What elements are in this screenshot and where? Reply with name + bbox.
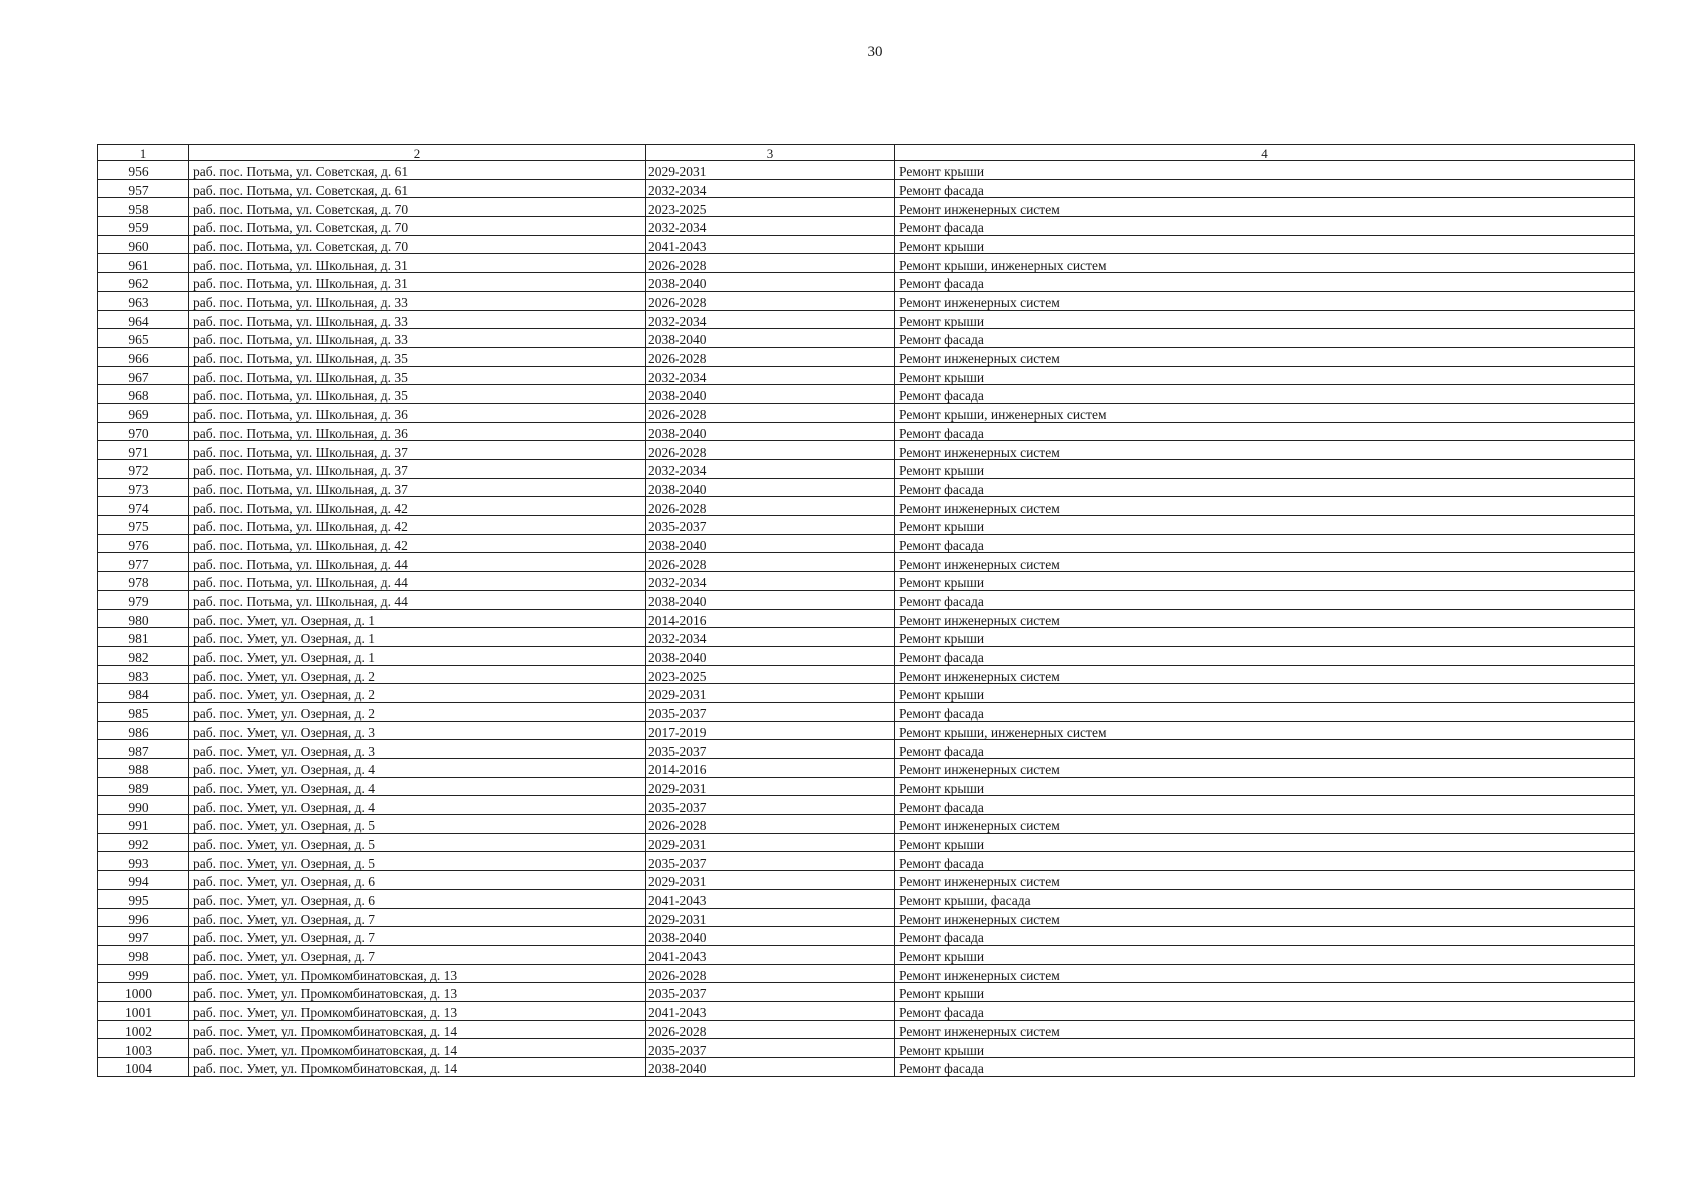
work-type-cell: Ремонт фасада xyxy=(895,1001,1635,1020)
table-row xyxy=(98,852,1635,871)
address-cell: раб. пос. Потьма, ул. Школьная, д. 31 xyxy=(189,254,646,273)
work-type-cell: Ремонт крыши xyxy=(895,161,1635,180)
address-cell: раб. пос. Умет, ул. Промкомбинатовская, д. 13 xyxy=(189,983,646,1002)
table-body xyxy=(98,161,1635,1077)
repair-schedule-table xyxy=(97,144,1635,1077)
work-type-cell: Ремонт фасада xyxy=(895,646,1635,665)
table-row xyxy=(98,329,1635,348)
table-row xyxy=(98,815,1635,834)
address-cell: раб. пос. Потьма, ул. Школьная, д. 31 xyxy=(189,273,646,292)
row-number: 988 xyxy=(98,759,189,778)
period-cell: 2035-2037 xyxy=(646,983,895,1002)
address-cell: раб. пос. Потьма, ул. Советская, д. 70 xyxy=(189,198,646,217)
period-cell: 2029-2031 xyxy=(646,833,895,852)
work-type-cell: Ремонт фасада xyxy=(895,179,1635,198)
address-cell: раб. пос. Потьма, ул. Школьная, д. 36 xyxy=(189,403,646,422)
table-row xyxy=(98,385,1635,404)
work-type-cell: Ремонт инженерных систем xyxy=(895,759,1635,778)
table-row xyxy=(98,478,1635,497)
period-cell: 2032-2034 xyxy=(646,572,895,591)
row-number: 958 xyxy=(98,198,189,217)
table-row xyxy=(98,347,1635,366)
work-type-cell: Ремонт крыши xyxy=(895,945,1635,964)
period-cell: 2038-2040 xyxy=(646,329,895,348)
work-type-cell: Ремонт фасада xyxy=(895,796,1635,815)
period-cell: 2035-2037 xyxy=(646,740,895,759)
work-type-cell: Ремонт фасада xyxy=(895,534,1635,553)
table-row xyxy=(98,460,1635,479)
row-number: 985 xyxy=(98,702,189,721)
row-number: 965 xyxy=(98,329,189,348)
work-type-cell: Ремонт крыши, фасада xyxy=(895,889,1635,908)
period-cell: 2026-2028 xyxy=(646,964,895,983)
address-cell: раб. пос. Умет, ул. Озерная, д. 1 xyxy=(189,646,646,665)
row-number: 957 xyxy=(98,179,189,198)
table-row xyxy=(98,740,1635,759)
row-number: 983 xyxy=(98,665,189,684)
table-row xyxy=(98,497,1635,516)
table-row xyxy=(98,777,1635,796)
table-row xyxy=(98,1039,1635,1058)
address-cell: раб. пос. Умет, ул. Промкомбинатовская, д. 13 xyxy=(189,964,646,983)
period-cell: 2038-2040 xyxy=(646,1058,895,1077)
period-cell: 2032-2034 xyxy=(646,460,895,479)
work-type-cell: Ремонт инженерных систем xyxy=(895,908,1635,927)
address-cell: раб. пос. Умет, ул. Озерная, д. 7 xyxy=(189,927,646,946)
work-type-cell: Ремонт крыши xyxy=(895,833,1635,852)
period-cell: 2035-2037 xyxy=(646,702,895,721)
period-cell: 2032-2034 xyxy=(646,310,895,329)
row-number: 956 xyxy=(98,161,189,180)
row-number: 964 xyxy=(98,310,189,329)
row-number: 977 xyxy=(98,553,189,572)
table-row xyxy=(98,646,1635,665)
table-row xyxy=(98,796,1635,815)
table-row xyxy=(98,628,1635,647)
address-cell: раб. пос. Умет, ул. Озерная, д. 5 xyxy=(189,852,646,871)
table-row xyxy=(98,590,1635,609)
table-row xyxy=(98,908,1635,927)
work-type-cell: Ремонт инженерных систем xyxy=(895,964,1635,983)
table-row xyxy=(98,964,1635,983)
address-cell: раб. пос. Потьма, ул. Школьная, д. 44 xyxy=(189,590,646,609)
row-number: 967 xyxy=(98,366,189,385)
address-cell: раб. пос. Умет, ул. Промкомбинатовская, д. 14 xyxy=(189,1039,646,1058)
work-type-cell: Ремонт инженерных систем xyxy=(895,347,1635,366)
table-row xyxy=(98,534,1635,553)
period-cell: 2023-2025 xyxy=(646,665,895,684)
row-number: 981 xyxy=(98,628,189,647)
row-number: 968 xyxy=(98,385,189,404)
period-cell: 2041-2043 xyxy=(646,235,895,254)
work-type-cell: Ремонт фасада xyxy=(895,1058,1635,1077)
row-number: 972 xyxy=(98,460,189,479)
table-row xyxy=(98,235,1635,254)
work-type-cell: Ремонт крыши xyxy=(895,460,1635,479)
address-cell: раб. пос. Умет, ул. Промкомбинатовская, д. 14 xyxy=(189,1020,646,1039)
address-cell: раб. пос. Потьма, ул. Школьная, д. 44 xyxy=(189,553,646,572)
table-row xyxy=(98,871,1635,890)
period-cell: 2026-2028 xyxy=(646,1020,895,1039)
period-cell: 2014-2016 xyxy=(646,759,895,778)
address-cell: раб. пос. Умет, ул. Промкомбинатовская, д. 14 xyxy=(189,1058,646,1077)
row-number: 982 xyxy=(98,646,189,665)
work-type-cell: Ремонт инженерных систем xyxy=(895,609,1635,628)
table-row xyxy=(98,759,1635,778)
row-number: 989 xyxy=(98,777,189,796)
work-type-cell: Ремонт инженерных систем xyxy=(895,198,1635,217)
period-cell: 2035-2037 xyxy=(646,516,895,535)
work-type-cell: Ремонт фасада xyxy=(895,852,1635,871)
row-number: 987 xyxy=(98,740,189,759)
period-cell: 2029-2031 xyxy=(646,908,895,927)
row-number: 962 xyxy=(98,273,189,292)
row-number: 980 xyxy=(98,609,189,628)
table-row xyxy=(98,702,1635,721)
row-number: 997 xyxy=(98,927,189,946)
work-type-cell: Ремонт крыши xyxy=(895,366,1635,385)
period-cell: 2038-2040 xyxy=(646,646,895,665)
work-type-cell: Ремонт крыши xyxy=(895,1039,1635,1058)
period-cell: 2032-2034 xyxy=(646,366,895,385)
row-number: 1003 xyxy=(98,1039,189,1058)
address-cell: раб. пос. Потьма, ул. Школьная, д. 35 xyxy=(189,385,646,404)
row-number: 966 xyxy=(98,347,189,366)
table-row xyxy=(98,366,1635,385)
work-type-cell: Ремонт крыши xyxy=(895,235,1635,254)
address-cell: раб. пос. Потьма, ул. Школьная, д. 33 xyxy=(189,329,646,348)
row-number: 992 xyxy=(98,833,189,852)
table-row xyxy=(98,516,1635,535)
table-row xyxy=(98,403,1635,422)
address-cell: раб. пос. Потьма, ул. Школьная, д. 37 xyxy=(189,441,646,460)
table-header xyxy=(98,145,1635,161)
work-type-cell: Ремонт фасада xyxy=(895,927,1635,946)
work-type-cell: Ремонт крыши xyxy=(895,983,1635,1002)
period-cell: 2026-2028 xyxy=(646,403,895,422)
header-col-3: 3 xyxy=(646,145,895,161)
address-cell: раб. пос. Потьма, ул. Школьная, д. 35 xyxy=(189,366,646,385)
row-number: 1002 xyxy=(98,1020,189,1039)
address-cell: раб. пос. Потьма, ул. Советская, д. 61 xyxy=(189,179,646,198)
work-type-cell: Ремонт инженерных систем xyxy=(895,441,1635,460)
table-row xyxy=(98,889,1635,908)
row-number: 999 xyxy=(98,964,189,983)
period-cell: 2041-2043 xyxy=(646,1001,895,1020)
header-row xyxy=(98,145,1635,161)
work-type-cell: Ремонт фасада xyxy=(895,478,1635,497)
row-number: 976 xyxy=(98,534,189,553)
period-cell: 2026-2028 xyxy=(646,254,895,273)
work-type-cell: Ремонт инженерных систем xyxy=(895,291,1635,310)
table-row xyxy=(98,254,1635,273)
period-cell: 2035-2037 xyxy=(646,796,895,815)
work-type-cell: Ремонт фасада xyxy=(895,702,1635,721)
period-cell: 2038-2040 xyxy=(646,422,895,441)
table-row xyxy=(98,553,1635,572)
work-type-cell: Ремонт крыши xyxy=(895,628,1635,647)
period-cell: 2026-2028 xyxy=(646,553,895,572)
row-number: 973 xyxy=(98,478,189,497)
table-row xyxy=(98,179,1635,198)
row-number: 1000 xyxy=(98,983,189,1002)
row-number: 1001 xyxy=(98,1001,189,1020)
period-cell: 2026-2028 xyxy=(646,815,895,834)
period-cell: 2029-2031 xyxy=(646,777,895,796)
period-cell: 2017-2019 xyxy=(646,721,895,740)
work-type-cell: Ремонт инженерных систем xyxy=(895,871,1635,890)
period-cell: 2029-2031 xyxy=(646,871,895,890)
work-type-cell: Ремонт крыши xyxy=(895,777,1635,796)
period-cell: 2035-2037 xyxy=(646,852,895,871)
row-number: 963 xyxy=(98,291,189,310)
row-number: 975 xyxy=(98,516,189,535)
address-cell: раб. пос. Умет, ул. Озерная, д. 3 xyxy=(189,740,646,759)
work-type-cell: Ремонт крыши xyxy=(895,310,1635,329)
address-cell: раб. пос. Умет, ул. Озерная, д. 7 xyxy=(189,908,646,927)
address-cell: раб. пос. Потьма, ул. Школьная, д. 33 xyxy=(189,291,646,310)
row-number: 986 xyxy=(98,721,189,740)
address-cell: раб. пос. Потьма, ул. Школьная, д. 37 xyxy=(189,460,646,479)
address-cell: раб. пос. Потьма, ул. Школьная, д. 36 xyxy=(189,422,646,441)
address-cell: раб. пос. Потьма, ул. Школьная, д. 44 xyxy=(189,572,646,591)
row-number: 995 xyxy=(98,889,189,908)
table-row xyxy=(98,833,1635,852)
address-cell: раб. пос. Умет, ул. Озерная, д. 6 xyxy=(189,871,646,890)
period-cell: 2023-2025 xyxy=(646,198,895,217)
table-row xyxy=(98,945,1635,964)
address-cell: раб. пос. Потьма, ул. Школьная, д. 35 xyxy=(189,347,646,366)
row-number: 960 xyxy=(98,235,189,254)
period-cell: 2038-2040 xyxy=(646,385,895,404)
row-number: 969 xyxy=(98,403,189,422)
table-row xyxy=(98,572,1635,591)
table-row xyxy=(98,441,1635,460)
work-type-cell: Ремонт фасада xyxy=(895,385,1635,404)
row-number: 996 xyxy=(98,908,189,927)
period-cell: 2041-2043 xyxy=(646,945,895,964)
address-cell: раб. пос. Потьма, ул. Советская, д. 61 xyxy=(189,161,646,180)
address-cell: раб. пос. Потьма, ул. Советская, д. 70 xyxy=(189,217,646,236)
table-row xyxy=(98,310,1635,329)
work-type-cell: Ремонт крыши, инженерных систем xyxy=(895,254,1635,273)
period-cell: 2038-2040 xyxy=(646,273,895,292)
address-cell: раб. пос. Потьма, ул. Школьная, д. 42 xyxy=(189,497,646,516)
period-cell: 2038-2040 xyxy=(646,927,895,946)
header-col-1: 1 xyxy=(98,145,189,161)
row-number: 961 xyxy=(98,254,189,273)
header-col-4: 4 xyxy=(895,145,1635,161)
address-cell: раб. пос. Умет, ул. Озерная, д. 4 xyxy=(189,777,646,796)
work-type-cell: Ремонт крыши xyxy=(895,572,1635,591)
row-number: 1004 xyxy=(98,1058,189,1077)
period-cell: 2038-2040 xyxy=(646,590,895,609)
work-type-cell: Ремонт инженерных систем xyxy=(895,815,1635,834)
row-number: 993 xyxy=(98,852,189,871)
work-type-cell: Ремонт крыши, инженерных систем xyxy=(895,721,1635,740)
address-cell: раб. пос. Умет, ул. Озерная, д. 5 xyxy=(189,833,646,852)
table-row xyxy=(98,721,1635,740)
work-type-cell: Ремонт фасада xyxy=(895,329,1635,348)
table-row xyxy=(98,1020,1635,1039)
row-number: 984 xyxy=(98,684,189,703)
period-cell: 2026-2028 xyxy=(646,347,895,366)
work-type-cell: Ремонт инженерных систем xyxy=(895,665,1635,684)
table-row xyxy=(98,665,1635,684)
address-cell: раб. пос. Потьма, ул. Школьная, д. 42 xyxy=(189,534,646,553)
table-row xyxy=(98,198,1635,217)
address-cell: раб. пос. Потьма, ул. Школьная, д. 33 xyxy=(189,310,646,329)
address-cell: раб. пос. Умет, ул. Озерная, д. 1 xyxy=(189,628,646,647)
work-type-cell: Ремонт инженерных систем xyxy=(895,553,1635,572)
table-row xyxy=(98,291,1635,310)
row-number: 978 xyxy=(98,572,189,591)
period-cell: 2032-2034 xyxy=(646,628,895,647)
table-row xyxy=(98,684,1635,703)
row-number: 979 xyxy=(98,590,189,609)
period-cell: 2038-2040 xyxy=(646,478,895,497)
row-number: 994 xyxy=(98,871,189,890)
table-row xyxy=(98,983,1635,1002)
period-cell: 2035-2037 xyxy=(646,1039,895,1058)
address-cell: раб. пос. Умет, ул. Озерная, д. 4 xyxy=(189,796,646,815)
work-type-cell: Ремонт фасада xyxy=(895,273,1635,292)
period-cell: 2026-2028 xyxy=(646,291,895,310)
period-cell: 2041-2043 xyxy=(646,889,895,908)
period-cell: 2026-2028 xyxy=(646,441,895,460)
address-cell: раб. пос. Умет, ул. Озерная, д. 7 xyxy=(189,945,646,964)
row-number: 959 xyxy=(98,217,189,236)
address-cell: раб. пос. Умет, ул. Озерная, д. 2 xyxy=(189,684,646,703)
header-col-2: 2 xyxy=(189,145,646,161)
address-cell: раб. пос. Умет, ул. Озерная, д. 3 xyxy=(189,721,646,740)
address-cell: раб. пос. Умет, ул. Озерная, д. 4 xyxy=(189,759,646,778)
address-cell: раб. пос. Потьма, ул. Советская, д. 70 xyxy=(189,235,646,254)
period-cell: 2029-2031 xyxy=(646,161,895,180)
address-cell: раб. пос. Потьма, ул. Школьная, д. 42 xyxy=(189,516,646,535)
row-number: 990 xyxy=(98,796,189,815)
work-type-cell: Ремонт фасада xyxy=(895,422,1635,441)
address-cell: раб. пос. Умет, ул. Озерная, д. 2 xyxy=(189,665,646,684)
address-cell: раб. пос. Потьма, ул. Школьная, д. 37 xyxy=(189,478,646,497)
period-cell: 2014-2016 xyxy=(646,609,895,628)
table-row xyxy=(98,1058,1635,1077)
page-number: 30 xyxy=(867,44,883,60)
work-type-cell: Ремонт фасада xyxy=(895,740,1635,759)
work-type-cell: Ремонт крыши, инженерных систем xyxy=(895,403,1635,422)
period-cell: 2032-2034 xyxy=(646,179,895,198)
row-number: 970 xyxy=(98,422,189,441)
work-type-cell: Ремонт инженерных систем xyxy=(895,497,1635,516)
period-cell: 2038-2040 xyxy=(646,534,895,553)
table-row xyxy=(98,217,1635,236)
table-row xyxy=(98,927,1635,946)
address-cell: раб. пос. Умет, ул. Промкомбинатовская, д. 13 xyxy=(189,1001,646,1020)
table-row xyxy=(98,609,1635,628)
work-type-cell: Ремонт фасада xyxy=(895,590,1635,609)
work-type-cell: Ремонт фасада xyxy=(895,217,1635,236)
work-type-cell: Ремонт инженерных систем xyxy=(895,1020,1635,1039)
row-number: 998 xyxy=(98,945,189,964)
period-cell: 2032-2034 xyxy=(646,217,895,236)
row-number: 971 xyxy=(98,441,189,460)
address-cell: раб. пос. Умет, ул. Озерная, д. 6 xyxy=(189,889,646,908)
address-cell: раб. пос. Умет, ул. Озерная, д. 5 xyxy=(189,815,646,834)
address-cell: раб. пос. Умет, ул. Озерная, д. 1 xyxy=(189,609,646,628)
row-number: 974 xyxy=(98,497,189,516)
row-number: 991 xyxy=(98,815,189,834)
table-row xyxy=(98,422,1635,441)
work-type-cell: Ремонт крыши xyxy=(895,516,1635,535)
work-type-cell: Ремонт крыши xyxy=(895,684,1635,703)
table-row xyxy=(98,273,1635,292)
period-cell: 2029-2031 xyxy=(646,684,895,703)
address-cell: раб. пос. Умет, ул. Озерная, д. 2 xyxy=(189,702,646,721)
period-cell: 2026-2028 xyxy=(646,497,895,516)
table-row xyxy=(98,1001,1635,1020)
table-row xyxy=(98,161,1635,180)
